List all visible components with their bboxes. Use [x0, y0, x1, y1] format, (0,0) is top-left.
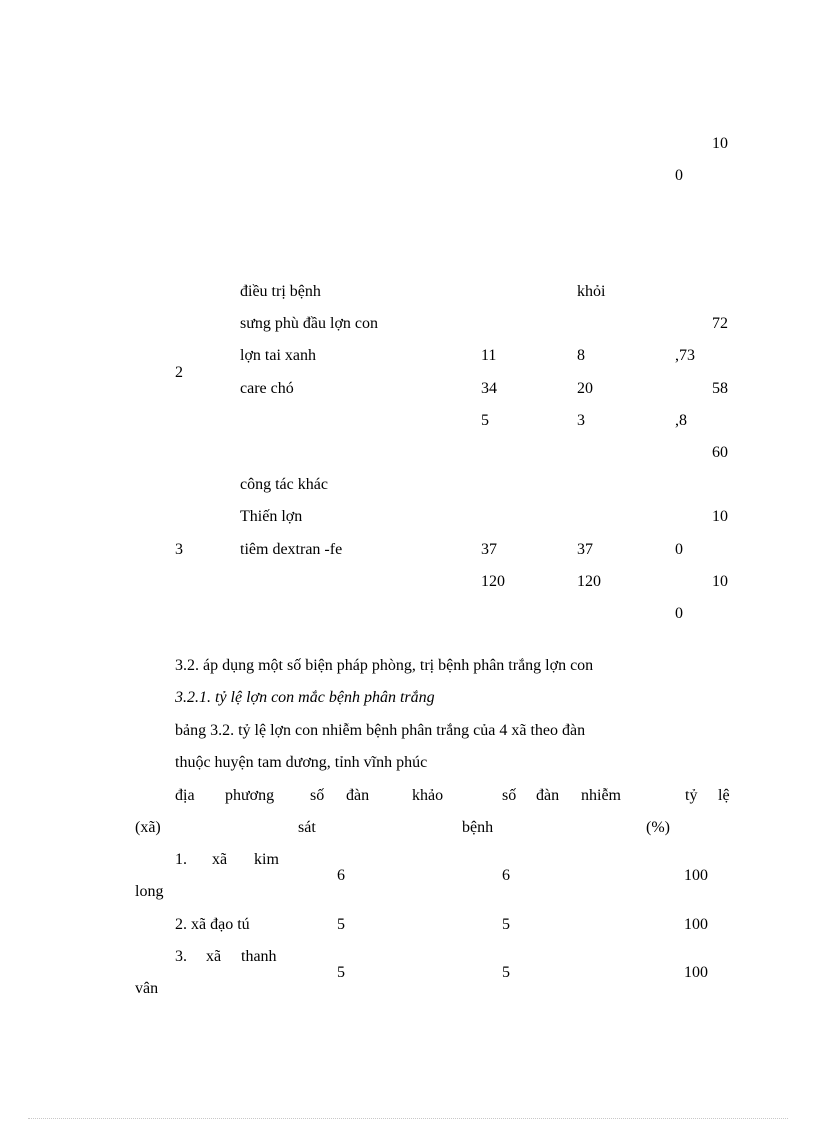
header-col2-word-4: sát [298, 819, 316, 836]
row3-name-word-3: thanh [241, 948, 277, 965]
row2-pct-5: 60 [712, 444, 728, 461]
table-caption-line-2: thuộc huyện tam dương, tỉnh vĩnh phúc [175, 754, 428, 771]
header-col4-word-3: (%) [646, 819, 670, 836]
row1-name-word-3: kim [254, 851, 279, 868]
row1-name-word-2: xã [212, 851, 228, 868]
row3-line-2: Thiến lợn [240, 508, 303, 525]
row3-ty-le: 100 [684, 964, 708, 981]
row3-name-word-1: 3. [175, 948, 187, 965]
header-col4-word-1: tỷ [685, 787, 698, 804]
row3-nhiem: 5 [502, 964, 510, 981]
row2-c2-3: 3 [577, 412, 585, 429]
row3-c1-1: 37 [481, 541, 497, 558]
row3-stt: 3 [175, 541, 183, 558]
row2-khoi-header: khỏi [577, 283, 606, 300]
header-col3-word-1: số [502, 787, 517, 804]
row2-line-3: lợn tai xanh [240, 347, 316, 364]
row2-line-4: care chó [240, 380, 294, 397]
row2-pct-1: 72 [712, 315, 728, 332]
section-heading: 3.2. áp dụng một số biện pháp phòng, trị bệnh phân trắng lợn con [175, 657, 594, 674]
header-col3-word-4: bệnh [462, 819, 494, 836]
row2-line-1: điều trị bệnh [240, 283, 321, 300]
row3-c2-2: 120 [577, 573, 601, 590]
header-col3-word-3: nhiễm [581, 787, 621, 804]
row3-line-1: công tác khác [240, 476, 328, 493]
row2-c2-1: 8 [577, 347, 585, 364]
header-col1-word-1: địa [175, 787, 195, 804]
header-col2-word-1: số [310, 787, 325, 804]
row3-name-word-2: xã [206, 948, 222, 965]
row3-pct-1: 10 [712, 508, 728, 525]
row2-pct-2: ,73 [675, 347, 695, 364]
page-bottom-divider [28, 1118, 788, 1119]
row3-pct-3: 10 [712, 573, 728, 590]
table-caption-line-1: bảng 3.2. tỷ lệ lợn con nhiễm bệnh phân trắng của 4 xã theo đàn [175, 722, 586, 739]
row3-name-word-4: vân [135, 980, 159, 997]
row3-khao-sat: 5 [337, 964, 345, 981]
row3-c1-2: 120 [481, 573, 505, 590]
row1-ty-le: 100 [684, 867, 708, 884]
row2-nhiem: 5 [502, 916, 510, 933]
subsection-heading: 3.2.1. tỷ lệ lợn con mắc bệnh phân trắng [175, 689, 435, 706]
header-col2-word-3: khảo [412, 787, 444, 804]
row1-name-word-4: long [135, 883, 164, 900]
header-col2-word-2: đàn [346, 787, 370, 804]
row1-name-word-1: 1. [175, 851, 187, 868]
header-col3-word-2: đàn [536, 787, 560, 804]
row2-line-2: sưng phù đầu lợn con [240, 315, 379, 332]
row3-pct-2: 0 [675, 541, 683, 558]
row2-c1-3: 5 [481, 412, 489, 429]
cell-pct-top-a: 10 [712, 135, 728, 152]
row3-line-3: tiêm dextran -fe [240, 541, 343, 558]
row2-khao-sat: 5 [337, 916, 345, 933]
header-col1-word-2: phương [225, 787, 275, 804]
row2-pct-3: 58 [712, 380, 728, 397]
row2-stt: 2 [175, 364, 183, 381]
row2-c2-2: 20 [577, 380, 593, 397]
row2-pct-4: ,8 [675, 412, 687, 429]
row2-c1-1: 11 [481, 347, 497, 364]
header-col4-word-2: lệ [718, 787, 730, 804]
row1-nhiem: 6 [502, 867, 510, 884]
cell-pct-top-b: 0 [675, 167, 683, 184]
row2-name: 2. xã đạo tú [175, 916, 250, 933]
row3-pct-4: 0 [675, 605, 683, 622]
header-col1-word-3: (xã) [135, 819, 161, 836]
row1-khao-sat: 6 [337, 867, 345, 884]
row2-ty-le: 100 [684, 916, 708, 933]
row3-c2-1: 37 [577, 541, 593, 558]
row2-c1-2: 34 [481, 380, 497, 397]
